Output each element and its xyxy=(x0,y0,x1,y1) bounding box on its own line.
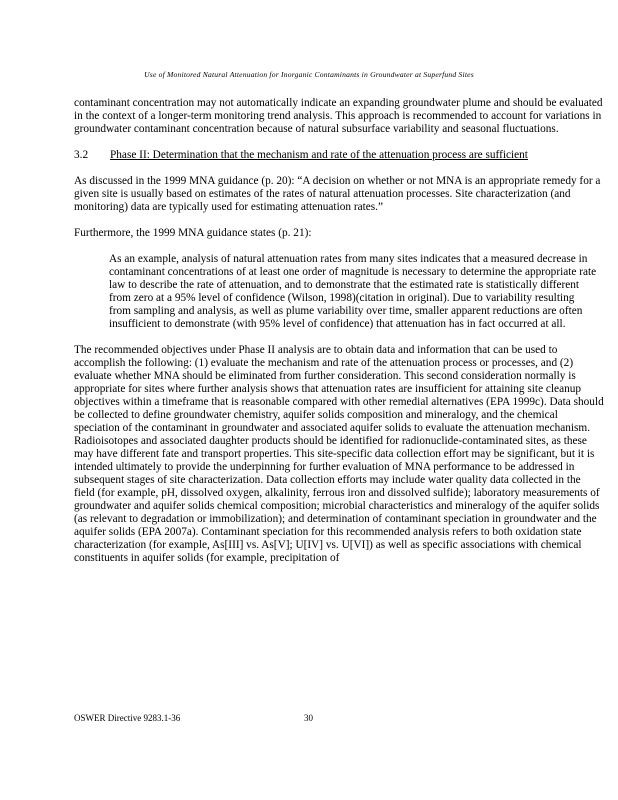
page-body xyxy=(74,97,604,565)
paragraph-mna-guidance: As discussed in the 1999 MNA guidance (p. 20): “A decision on whether or not MNA is an appropriate remedy for a given site is usually based on estimates of the rates of natural attenuation processes. Site characterization (and monitoring) data are typically used for estimating attenuation rates.” xyxy=(74,175,601,213)
running-header: Use of Monitored Natural Attenuation for Inorganic Contaminants in Groundwater at Superfund Sites xyxy=(144,70,474,79)
section-heading xyxy=(74,149,604,162)
section-number: 3.2 xyxy=(74,149,89,161)
section-title: Phase II: Determination that the mechanism and rate of the attenuation process are sufficient xyxy=(110,149,528,161)
block-quote: As an example, analysis of natural attenuation rates from many sites indicates that a measured decrease in contaminant concentrations of at least one order of magnitude is necessary to determine the appropriate rate law to describe the rate of attenuation, and to demonstrate that the estimated rate is statistically different from zero at a 95% level of confidence (Wilson, 1998)(citation in original). Due to variability resulting from sampling and analysis, as well as plume variability over time, smaller apparent reductions are often insufficient to demonstrate (with 95% level of confidence) that attenuation has in fact occurred at all. xyxy=(109,253,597,330)
paragraph-objectives: The recommended objectives under Phase II analysis are to obtain data and information that can be used to accomplish the following: (1) evaluate the mechanism and rate of the attenuation process or processes, and (2) evaluate whether MNA should be eliminated from further consideration. This second consideration normally is appropriate for sites where further analysis shows that attenuation rates are insufficient for attaining site cleanup objectives within a timeframe that is reasonable compared with other remedial alternatives (EPA 1999c). Data should be collected to define groundwater chemistry, aquifer solids composition and mineralogy, and the chemical speciation of the contaminant in groundwater and associated aquifer solids to evaluate the attenuation mechanism. Radioisotopes and associated daughter products should be identified for radionuclide-contaminated sites, as these may have different fate and transport properties. This site-specific data collection effort may be significant, but it is intended ultimately to provide the underpinning for further evaluation of MNA performance to be addressed in subsequent stages of site characterization. Data collection efforts may include water quality data collected in the field (for example, pH, dissolved oxygen, alkalinity, ferrous iron and dissolved sulfide); laboratory measurements of groundwater and aquifer solids chemical composition; microbial characteristics and mineralogy of the aquifer solids (as relevant to degradation or immobilization); and determination of contaminant speciation in groundwater and the aquifer solids (EPA 2007a). Contaminant speciation for this recommended analysis refers to both oxidation state characterization (for example, As[III] vs. As[V]; U[IV] vs. U[VI]) as well as specific associations with chemical constituents in aquifer solids (for example, precipitation of xyxy=(74,344,604,564)
footer-directive: OSWER Directive 9283.1-36 xyxy=(74,713,181,723)
page-number: 30 xyxy=(304,713,313,723)
paragraph-furthermore: Furthermore, the 1999 MNA guidance states (p. 21): xyxy=(74,227,312,239)
continuation-paragraph: contaminant concentration may not automatically indicate an expanding groundwater plume and should be evaluated in the context of a longer-term monitoring trend analysis. This approach is recommended to account for variations in groundwater contaminant concentration because of natural subsurface variability and seasonal fluctuations. xyxy=(74,97,603,135)
